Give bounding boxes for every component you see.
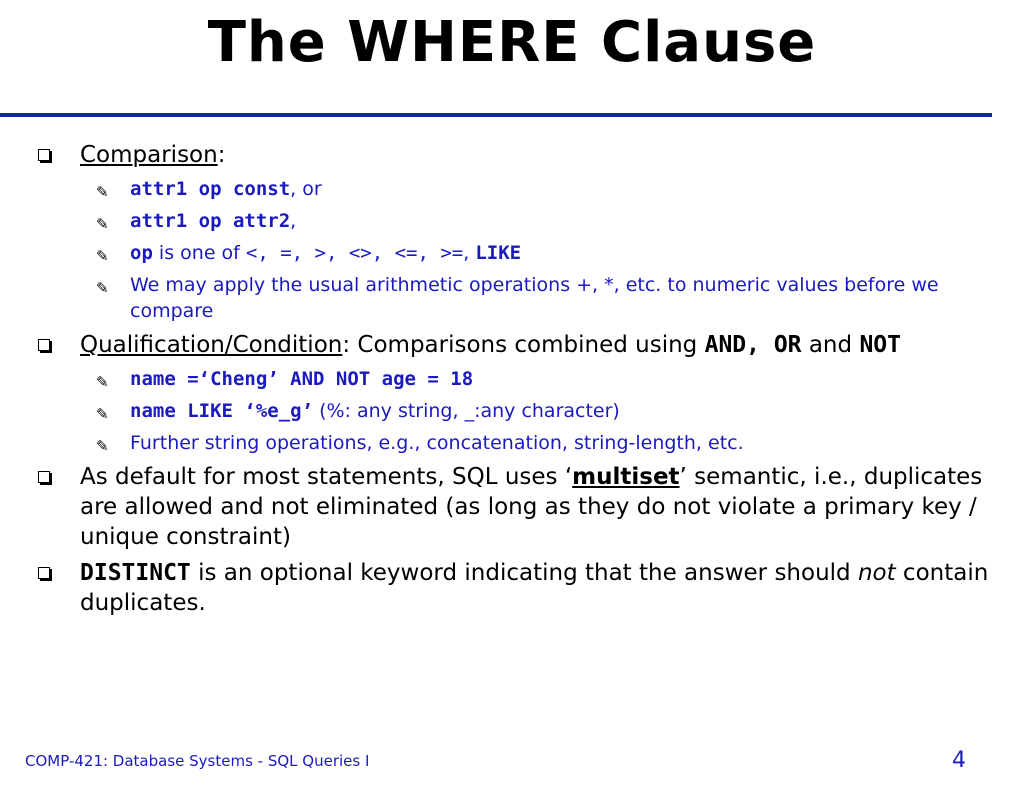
multiset-text: As default for most statements, SQL uses ‘ [80, 464, 573, 490]
code-text: name LIKE ‘%e_g’ [130, 400, 314, 422]
operators-code: <, =, >, <>, <=, >= [245, 242, 464, 264]
title-divider [0, 113, 992, 117]
code-text: attr1 op attr2 [130, 210, 291, 232]
pencil-bullet-icon: ✎ [96, 279, 109, 297]
sub-bullet [0, 176, 1000, 202]
distinct-text: is an optional keyword indicating that the answer should [190, 560, 858, 586]
and-or-keywords: AND, OR [704, 332, 802, 358]
code-text: op [130, 242, 153, 264]
qualification-text: : Comparisons combined using [342, 332, 705, 358]
sub-bullet [0, 398, 1000, 424]
pencil-bullet-icon: ✎ [96, 405, 109, 423]
sub-bullet-text: , [290, 210, 297, 232]
multiset-emphasis: multiset [572, 464, 680, 490]
not-keyword: NOT [859, 332, 901, 358]
pencil-bullet-icon: ✎ [96, 247, 109, 265]
pencil-bullet-icon: ✎ [96, 373, 109, 391]
slide-content [0, 140, 1000, 624]
distinct-text-rest: contain duplicates. [80, 560, 989, 616]
sub-bullet-text: Further string operations, e.g., concatenation, string-length, etc. [130, 432, 744, 454]
multiset-text-rest: ’ semantic, i.e., duplicates are allowed and not eliminated (as long as they do not violate a primary key / unique constraint) [80, 464, 983, 550]
sub-bullet-text: , [463, 242, 476, 264]
page-number: 4 [952, 748, 966, 773]
bullet-comparison [0, 140, 1000, 170]
bullet-qualification [0, 330, 1000, 360]
sub-bullet [0, 208, 1000, 234]
distinct-emphasis: not [857, 560, 896, 586]
square-bullet-icon [38, 471, 50, 483]
pencil-bullet-icon: ✎ [96, 437, 109, 455]
slide-title: The WHERE Clause [207, 10, 817, 75]
sub-bullet [0, 272, 1000, 324]
distinct-keyword: DISTINCT [80, 560, 191, 586]
comparison-label: Comparison [80, 142, 218, 168]
sub-bullet [0, 366, 1000, 392]
like-keyword: LIKE [475, 242, 522, 264]
pencil-bullet-icon: ✎ [96, 183, 109, 201]
code-text: name =‘Cheng’ AND NOT age = 18 [130, 368, 474, 390]
qualification-label: Qualification/Condition [80, 332, 343, 358]
sub-bullet-text: , or [290, 178, 322, 200]
sub-bullet-text: (%: any string, _:any character) [313, 400, 620, 422]
comparison-colon: : [217, 142, 226, 168]
sub-bullet-text: We may apply the usual arithmetic operations +, *, etc. to numeric values before we compare [130, 274, 939, 322]
bullet-multiset [0, 462, 1000, 552]
bullet-distinct [0, 558, 1000, 618]
sub-bullet [0, 430, 1000, 456]
code-text: attr1 op const [130, 178, 291, 200]
sub-bullet-text: is one of [152, 242, 246, 264]
qualification-and: and [801, 332, 860, 358]
square-bullet-icon [38, 149, 50, 161]
pencil-bullet-icon: ✎ [96, 215, 109, 233]
square-bullet-icon [38, 567, 50, 579]
square-bullet-icon [38, 339, 50, 351]
sub-bullet [0, 240, 1000, 266]
slide-footer: COMP-421: Database Systems - SQL Queries I [25, 752, 370, 770]
